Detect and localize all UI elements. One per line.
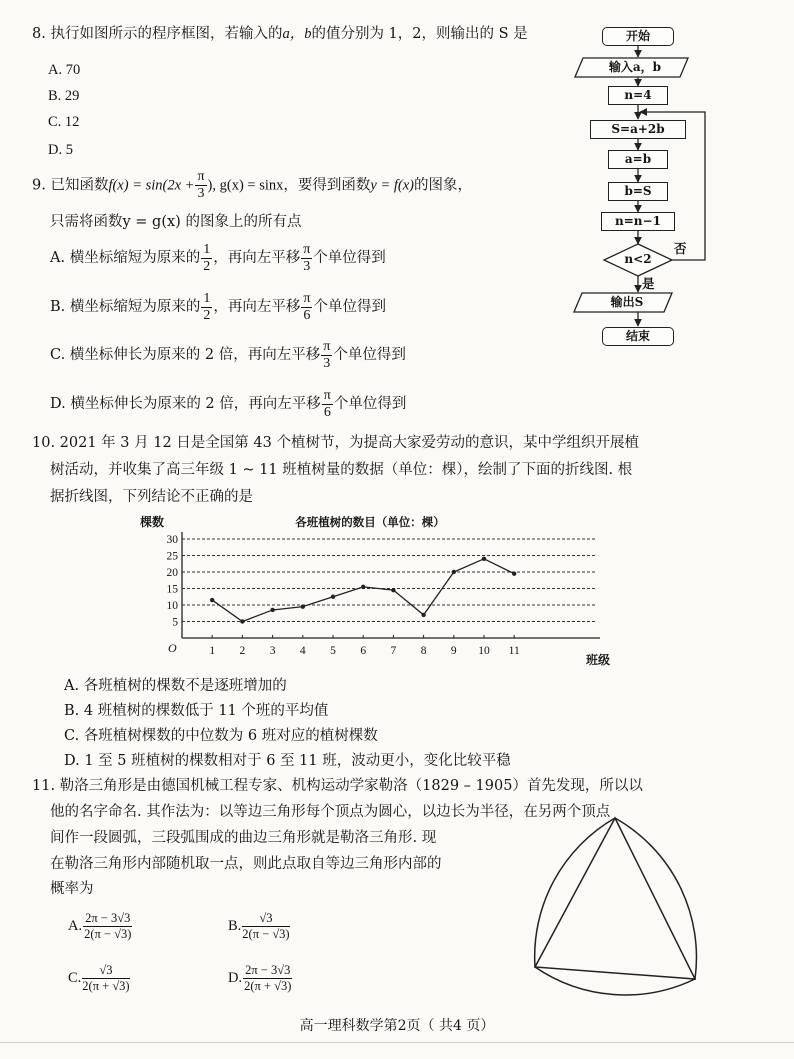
flowchart-step-s: S=a+2b [590,120,686,139]
q8-option-c: C. 12 [48,114,80,130]
q8-stem-end: 的值分别为 1，2，则输出的 S 是 [311,26,528,42]
chart-y-tick-label: 20 [166,567,178,579]
q9-option-a: A. 横坐标缩短为原来的 $\frac{1}{2}$ ，再向左平移 $\frac{\pi}{3}$ 个单位得到 [50,241,386,274]
q9-func-y: y = f(x) [370,177,414,194]
chart-y-axis-label: 棵数 [140,515,165,529]
chart-x-tick-label: 10 [478,645,490,657]
chart-y-tick-label: 25 [166,550,178,563]
chart-x-tick-label: 6 [360,645,367,657]
chart-y-tick-label: 30 [166,534,178,546]
q11-option-d: D. $\frac{2\pi - 3√3}{2(\pi + √3)}$ [228,963,292,993]
q8-option-b: B. 29 [48,88,80,104]
chart-x-tick-label: 3 [269,645,276,657]
q9-stem-line2: 只需将函数y = g(x) 的图象上的所有点 [50,214,302,230]
flowchart-step-a: a=b [608,150,668,169]
chart-y-tick-label: 5 [172,616,178,629]
chart-x-tick-label: 5 [330,645,336,657]
q9-func-f: f(x) = sin(2x + [108,177,195,194]
footer-divider [0,1042,794,1043]
q9-stem-end: 的图象， [413,177,472,194]
q9-option-d: D. 横坐标伸长为原来的 2 倍，再向左平移 $\frac{\pi}{6}$ 个单位得到 [50,387,407,420]
q8-option-d: D. 5 [48,142,73,158]
q11-stem-line4: 在勒洛三角形内部随机取一点，则此点取自等边三角形内部的 [50,856,442,872]
flowchart-output: 输出S [610,295,644,309]
q11-option-c: C. $\frac{√3}{2(\pi + √3)}$ [68,963,130,993]
flowchart-step-b: b=S [608,182,668,201]
q9-func-g: ), g(x) = sinx，要得到函数 [207,177,371,194]
chart-x-tick-label: 11 [508,645,520,657]
flowchart-step-n: n=n−1 [601,212,675,231]
page-footer: 高一理科数学第2页（ 共4 页） [299,1018,495,1034]
q11-option-a: A. $\frac{2\pi - 3√3}{2(\pi - √3)}$ [68,911,132,941]
q11-option-b: B. $\frac{√3}{2(\pi - √3)}$ [228,911,290,941]
chart-x-tick-label: 4 [299,645,306,657]
chart-x-tick-label: 2 [239,645,246,657]
chart-x-tick-label: 7 [390,645,397,657]
q10-option-d: D. 1 至 5 班植树的棵数相对于 6 至 11 班，波动更小，变化比较平稳 [64,753,511,769]
q10-stem-line2: 树活动，并收集了高三年级 1 ~ 11 班植树量的数据（单位：棵），绘制了下面的折线图. 根 [50,462,633,478]
chart-x-axis-label: 班级 [586,653,610,667]
flowchart-init: n=4 [608,86,668,105]
q8-stem-text: 8. 执行如图所示的程序框图，若输入的 [32,26,283,42]
q8-stem-vars: a，b [282,26,312,42]
q11-stem-line3: 间作一段圆弧，三段弧围成的曲边三角形就是勒洛三角形. 现 [50,830,437,846]
q10-option-b: B. 4 班植树的棵数低于 11 个班的平均值 [64,703,329,719]
chart-y-tick-label: 10 [166,600,178,612]
q11-stem-line1: 11. 勒洛三角形是由德国机械工程专家、机构运动学家勒洛（1829 – 1905）首先发现，所以以 [32,778,643,794]
q10-stem-line3: 据折线图，下列结论不正确的是 [50,489,253,505]
q10-option-c: C. 各班植树棵数的中位数为 6 班对应的植树棵数 [64,728,378,744]
flowchart-input: 输入a，b [608,60,662,74]
flowchart-start: 开始 [602,27,674,46]
flowchart-no-label: 否 [674,241,687,256]
q9-frac-pi-3: $\frac{\pi}{3}$ [197,169,205,201]
chart-x-tick-label: 9 [450,645,457,657]
chart-title: 各班植树的数目（单位：棵） [295,515,445,529]
q9-stem-prefix: 9. 已知函数 [32,177,109,194]
q8-option-a: A. 70 [48,62,81,78]
flowchart-yes-label: 是 [642,276,655,291]
q11-stem-line5: 概率为 [50,881,94,897]
q11-stem-line2: 他的名字命名. 其作法为：以等边三角形每个顶点为圆心，以边长为半径，在另两个顶点 [50,804,611,820]
chart-y-tick-label: 15 [166,583,178,596]
chart-x-tick-label: 8 [420,645,427,657]
chart-x-tick-label: 1 [209,645,216,657]
q9-option-b: B. 横坐标缩短为原来的 $\frac{1}{2}$ ，再向左平移 $\frac{\pi}{6}$ 个单位得到 [50,290,386,323]
q10-stem-line1: 10. 2021 年 3 月 12 日是全国第 43 个植树节，为提高大家爱劳动的意识，某中学组织开展植 [32,435,639,451]
equilateral-triangle [535,818,695,979]
chart-origin-label: O [168,641,177,655]
q9-option-c: C. 横坐标伸长为原来的 2 倍，再向左平移 $\frac{\pi}{3}$ 个单位得到 [50,338,406,371]
flowchart-end: 结束 [602,327,674,346]
q10-option-a: A. 各班植树的棵数不是逐班增加的 [64,678,287,694]
flowchart-condition: n<2 [624,252,652,266]
